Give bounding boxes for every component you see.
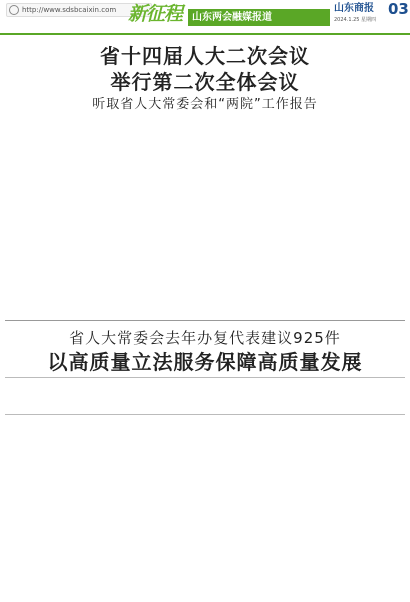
globe-icon xyxy=(9,5,19,15)
story1-headline-line1: 省十四届人大二次会议 xyxy=(100,44,310,68)
story2-column-4 xyxy=(308,421,406,597)
masthead-rule xyxy=(0,33,410,35)
section-logo: 新征程 xyxy=(128,3,183,25)
story-divider xyxy=(5,320,405,321)
masthead xyxy=(0,0,410,36)
story2-column-2 xyxy=(106,421,201,597)
section-band-text: 山东两会融媒报道 xyxy=(192,12,272,23)
story2-headline-line2: 以高质量立法服务保障高质量发展 xyxy=(47,350,363,374)
story2-column-3 xyxy=(207,421,302,597)
dateline-date: 2024.1.25 星期四 xyxy=(334,17,377,23)
story1-column-4 xyxy=(308,121,406,299)
story1-column-3 xyxy=(207,121,302,315)
story1-subheadline: 听取省人大常委会和“两院”工作报告 xyxy=(92,97,318,112)
section-band xyxy=(188,9,330,26)
page-number: 03 xyxy=(388,0,409,18)
dateline xyxy=(334,17,404,31)
story1-column-1 xyxy=(5,121,100,315)
story1-column-2 xyxy=(106,121,201,315)
story2-lead-box xyxy=(5,377,405,415)
story2-headline-line1: 省人大常委会去年办复代表建议925件 xyxy=(69,329,341,347)
story2-column-1 xyxy=(5,421,100,597)
website-url[interactable]: http://www.sdsbcaixin.com xyxy=(22,6,117,14)
newspaper-name: 山东商报 xyxy=(334,3,374,14)
story1-headline-line2: 举行第二次全体会议 xyxy=(110,70,300,94)
